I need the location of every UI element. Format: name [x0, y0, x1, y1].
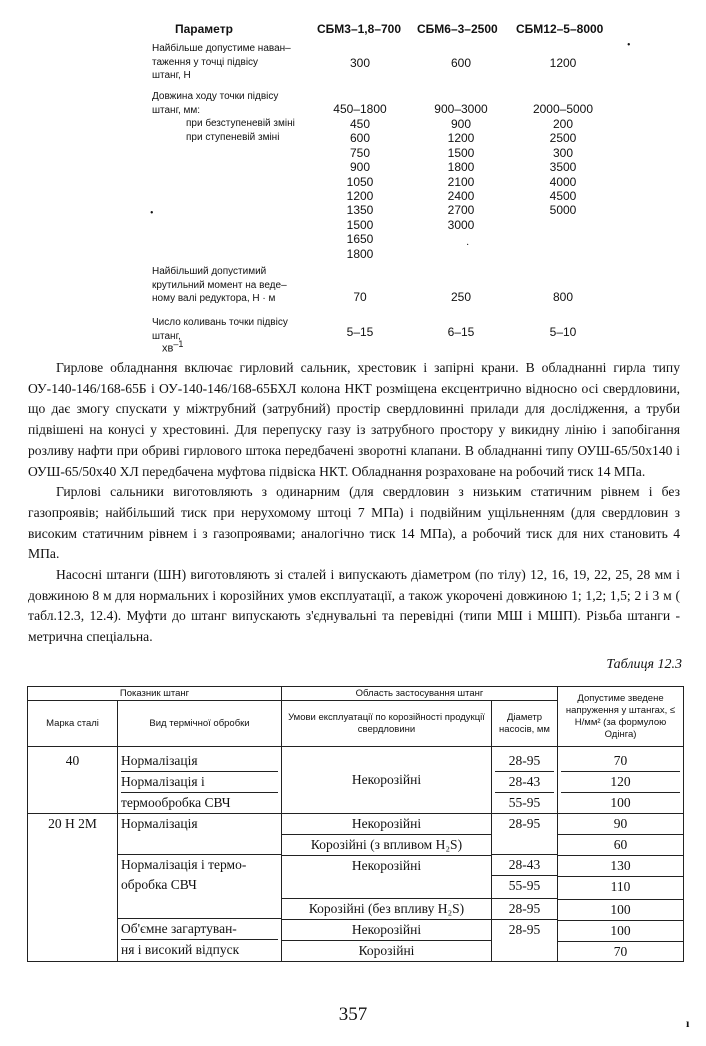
- spec-header-sbm6: СБМ6–3–2500: [417, 22, 498, 36]
- spec-torque-value: 70: [353, 290, 367, 304]
- table-cell: 28-95 28-43 55-95: [492, 747, 558, 814]
- paragraph: Гирлові сальники виготовляють з одинарним (для свердловин з низьким статичним рівнем і без газопроявів; найбільший тиск при нерухомому штоці 7 МПа) і подвійним ущільненням (для свердловин з високим статичним рівнем і з газопроявами; аналогічно тиск 14 МПа), а робочий тиск для них становить 4 МПа.: [28, 484, 680, 562]
- speck-mark: ·: [466, 240, 470, 251]
- spec-stroke-value: 1050: [346, 174, 374, 189]
- spec-stroke-value: 1500: [346, 217, 374, 232]
- spec-load-value: 300: [349, 56, 371, 70]
- spec-freq-unit: $хв^{-1}$: [162, 339, 184, 355]
- spec-stroke-value: 5000: [549, 203, 577, 218]
- table-caption: Таблиця 12.3: [606, 657, 682, 672]
- table-cell: 20 Н 2М: [28, 814, 118, 962]
- spec-torque-value: 250: [450, 290, 472, 304]
- spec-stroke-value: 1650: [346, 232, 374, 247]
- spec-stroke-value: 1200: [447, 131, 475, 146]
- spec-stroke-label: Довжина ходу точки підвісу штанг, мм:: [152, 91, 279, 116]
- column-header: Вид термічної обробки: [118, 701, 282, 747]
- table-cell: 40: [28, 747, 118, 814]
- spec-stroke-value: 600: [349, 131, 371, 146]
- spec-stroke-value: 3500: [549, 160, 577, 175]
- spec-stroke-value: 450: [349, 117, 371, 131]
- spec-stroke-value: 4500: [549, 189, 577, 204]
- spec-stroke-col3: [518, 117, 608, 218]
- spec-header-sbm12: СБМ12–5–8000: [516, 22, 604, 36]
- spec-torque-label: Найбільший допустимий крутильний момент на веде– ному валі редуктора, Н · м: [152, 266, 287, 304]
- rods-table: [27, 686, 684, 962]
- spec-freq-value: 6–15: [447, 325, 475, 339]
- spec-stroke-value: 300: [552, 145, 574, 160]
- body-text: [28, 358, 680, 648]
- spec-stroke-value: 2400: [447, 189, 475, 204]
- spec-torque-value: 800: [552, 290, 574, 304]
- column-header: Діаметр насосів, мм: [492, 701, 558, 747]
- spec-stroke-col1: [315, 117, 405, 261]
- page-number: 357: [338, 1004, 368, 1025]
- spec-header-param: Параметр: [175, 22, 233, 36]
- table-cell: 90 60 130 110 100 100 70: [558, 814, 684, 962]
- spec-stroke-value: 750: [349, 145, 371, 160]
- spec-stroke-value: 1800: [346, 246, 374, 261]
- table-cell: Некорозійні: [282, 747, 492, 814]
- spec-stroke-col2: [416, 117, 506, 232]
- spec-load-value: 600: [450, 56, 472, 70]
- spec-stroke-sub: при безступеневій зміні при ступеневій зміні: [186, 118, 295, 143]
- spec-freq-value: 5–10: [549, 325, 577, 339]
- spec-stroke-value: 2500: [549, 131, 577, 146]
- speck-mark: ı: [686, 1016, 690, 1030]
- spec-stroke-value: 2100: [447, 174, 475, 189]
- group-header: Показник штанг: [28, 687, 282, 701]
- spec-stroke-value: 3000: [447, 217, 475, 232]
- table-cell: Нормалізація Нормалізація і термо- обробка СВЧ Об'ємне загартуван- ня і високий відпуск: [118, 814, 282, 962]
- paragraph: Гирлове обладнання включає гирловий сальник, хрестовик і запірні крани. В обладнанні гирла типу ОУ-140-146/168-65Б і ОУ-140-146/168-65БХЛ колона НКТ розміщена ексцентрично відносно осі свердловини, що дає змогу спускати у міжтрубний (затрубний) простір свердловинні прилади для дослідження, а труби підвішені на конусі у хрестовині. Для перепуску газу із затрубного простору у викидну лінію і запобігання розливу нафти при обриві гирлового штока передбачені зворотні клапани. В обладнанні типу ОУШ-65/50х140 і ОУШ-65/50х40 ХЛ передбачена муфтова підвіска НКТ. Обладнання розраховане на робочий тиск 14 МПа.: [28, 360, 680, 479]
- column-header: Умови експлуатації по корозійності продукції свердловини: [282, 701, 492, 747]
- spec-stroke-range: 900–3000: [434, 102, 488, 116]
- spec-load-label: Найбільше допустиме наван– таження у точці підвісу штанг, Н: [152, 43, 291, 81]
- column-header: Марка сталі: [28, 701, 118, 747]
- spec-load-value: 1200: [549, 56, 577, 70]
- spec-stroke-value: 900: [450, 117, 472, 131]
- spec-stroke-value: 1500: [447, 145, 475, 160]
- paragraph: Насосні штанги (ШН) виготовляють зі сталей і випускають діаметром (по тілу) 12, 16, 19, 22, 25, 28 мм і довжиною 8 м для нормальних і корозійних умов експлуатації, а також укорочені довжиною 1; 1,2; 1,5; 2 і 3 м ( табл.12.3, 12.4). Муфти до штанг випускають з'єднувальні та перевідні (типи МШ і МШП). Різьба штанги - метрична спеціальна.: [28, 567, 680, 645]
- spec-freq-value: 5–15: [346, 325, 374, 339]
- speck-mark: •: [150, 208, 154, 219]
- table-cell: 70 120 100: [558, 747, 684, 814]
- column-header: Допустиме зведене напруження у штангах, ≤ Н/мм² (за формулою Одінга): [558, 687, 684, 747]
- speck-mark: •: [627, 40, 631, 51]
- spec-stroke-value: 1350: [346, 203, 374, 218]
- table-cell: 28-95 28-43 55-95 28-95 28-95: [492, 814, 558, 962]
- spec-stroke-value: 1200: [346, 189, 374, 204]
- group-header: Область застосування штанг: [282, 687, 558, 701]
- spec-stroke-range: 2000–5000: [532, 102, 594, 116]
- spec-freq-label: Число коливань точки підвісу штанг,: [152, 317, 288, 342]
- spec-header-sbm3: СБМ3–1,8–700: [317, 22, 402, 36]
- spec-stroke-value: 2700: [447, 203, 475, 218]
- spec-stroke-value: 1800: [447, 160, 475, 175]
- spec-stroke-range: 450–1800: [333, 102, 387, 116]
- table-cell: Нормалізація Нормалізація і термообробка СВЧ: [118, 747, 282, 814]
- table-cell: Некорозійні Корозійні (з впливом H₂S) Некорозійні Корозійні (без впливу H₂S) Некорозійні Корозійні: [282, 814, 492, 962]
- spec-stroke-value: 900: [349, 160, 371, 175]
- spec-stroke-value: 200: [552, 117, 574, 131]
- spec-stroke-value: 4000: [549, 174, 577, 189]
